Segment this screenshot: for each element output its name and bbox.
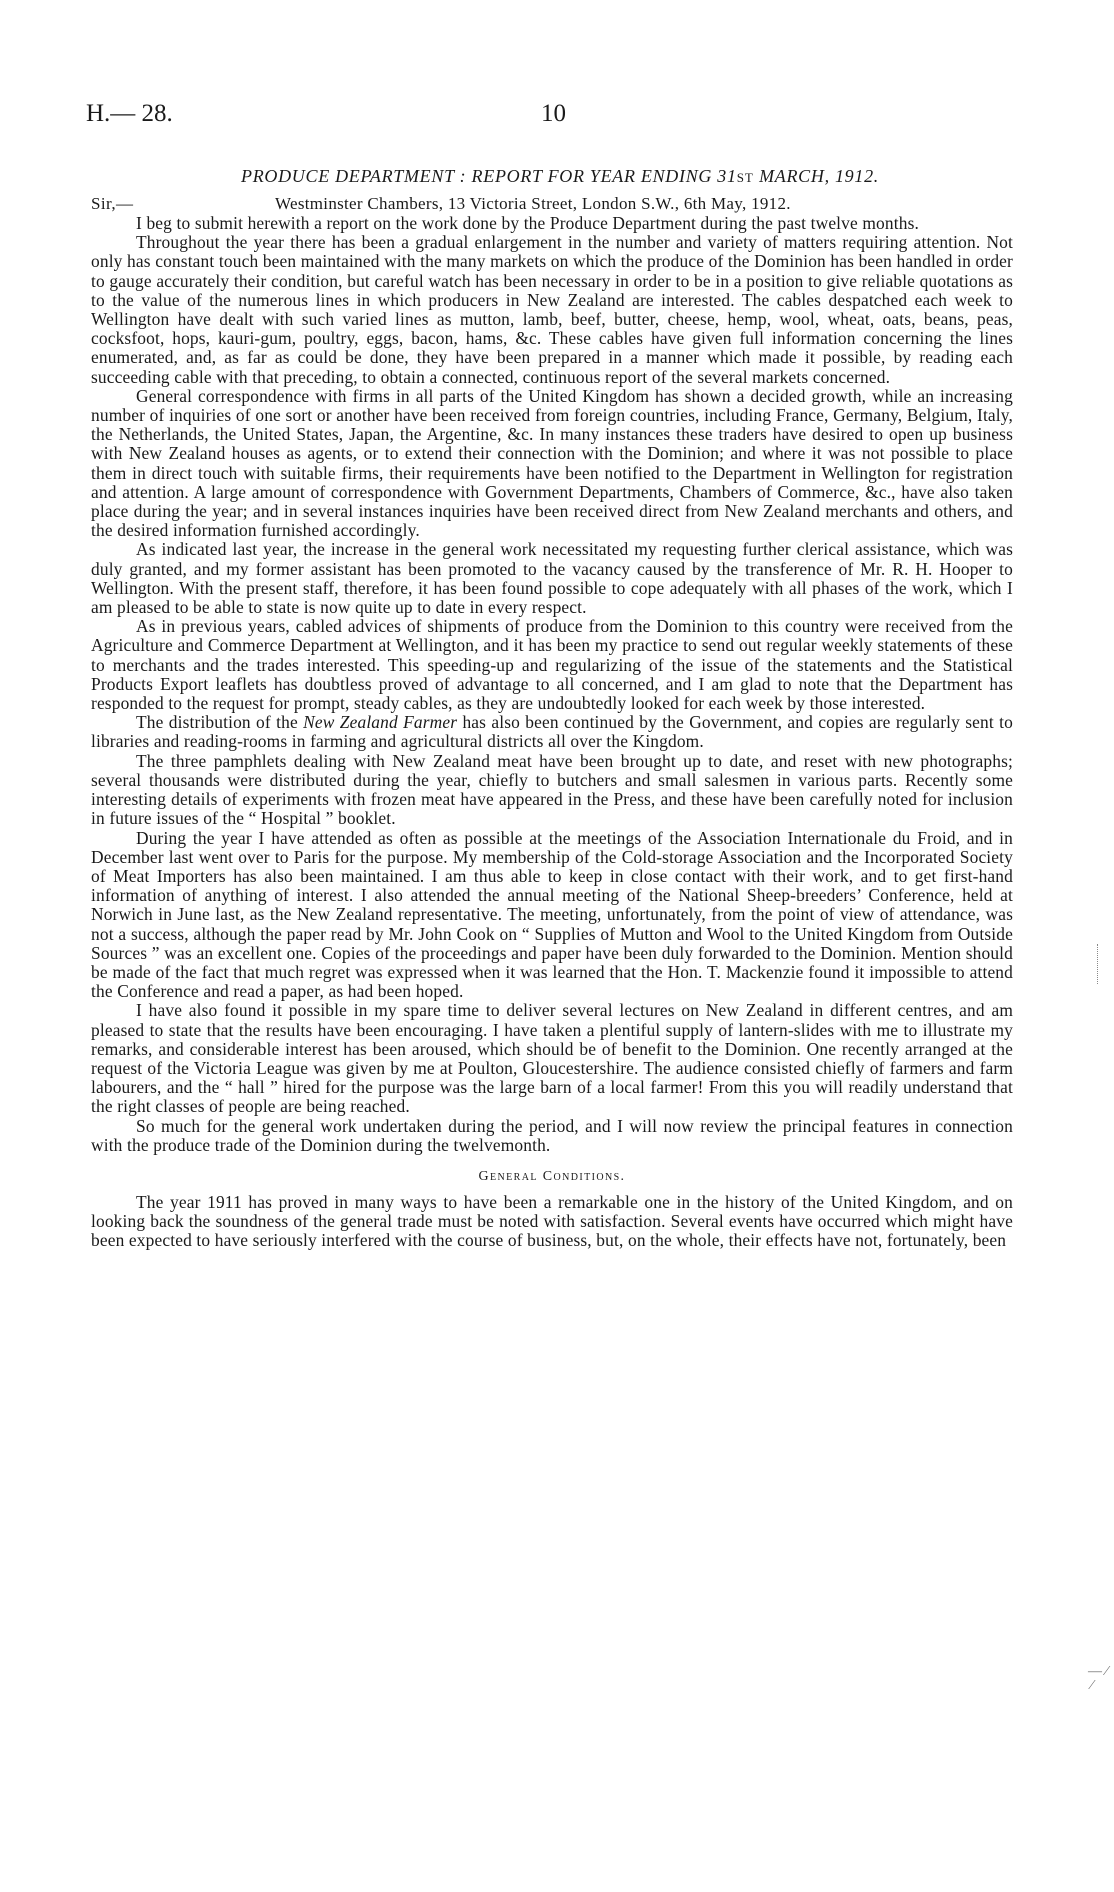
publication-title: New Zealand Farmer [303, 712, 458, 733]
report-title-rest: MARCH, 1912. [753, 166, 879, 186]
paragraph-associations: During the year I have attended as often as possible at the meetings of the Association Internationale du Froid, and in December last went over to Paris for the purpose. My membership of the Cold-storage Association and the Incorporated Society of Meat Importers has also been maintained. I am thus able to keep in close contact with their work, and to get first-hand information of anything of interest. I also attended the annual meeting of the National Sheep-breeders’ Conference, held at Norwich in June last, as the New Zealand representative. The meeting, unfortunately, from the point of view of attendance, was not a success, although the paper read by Mr. John Cook on “ Supplies of Mutton and Wool to the United Kingdom from Outside Sources ” was an excellent one. Copies of the proceedings and paper have been duly forwarded to the Dominion. Mention should be made of the fact that much regret was expressed when it was learned that the Hon. T. Mackenzie found it impossible to attend the Conference and read a paper, as had been hoped. [91, 827, 1013, 1002]
page-number: 10 [541, 100, 566, 127]
salutation: Sir,— [91, 194, 134, 213]
report-title-superscript: ST [736, 170, 754, 185]
paragraph-correspondence: General correspondence with firms in all parts of the United Kingdom has shown a decided growth, while an increasing number of inquiries of one sort or another have been received from foreign countries, including France, Germany, Belgium, Italy, the Netherlands, the United States, Japan, the Argentine, &c. In many instances these traders have desired to open up business with New Zealand houses as agents, or to extend their connection with the Dominion; and where it was not possible to place them in direct touch with suitable firms, their requirements have been notified to the Department in Wellington for registration and attention. A large amount of correspondence with Government Departments, Chambers of Commerce, &c., have also taken place during the year; and in several instances inquiries have been received direct from New Zealand merchants and others, and the desired information furnished accordingly. [91, 385, 1013, 541]
paragraph-general-conditions: The year 1911 has proved in many ways to have been a remarkable one in the history of the United Kingdom, and on looking back the soundness of the general trade must be noted with satisfaction. Several events have occurred which might have been expected to have seriously interfered with the course of business, but, on the whole, their effects have not, fortunately, been [91, 1191, 1013, 1251]
paragraph-pamphlets: The three pamphlets dealing with New Zealand meat have been brought up to date, and reset with new photographs; several thousands were distributed during the year, chiefly to butchers and small salesmen in various parts. Recently some interesting details of experiments with frozen meat have appeared in the Press, and these have been carefully noted for inclusion in future issues of the “ Hospital ” booklet. [91, 750, 1013, 829]
report-body [91, 214, 1013, 1251]
paragraph-intro: I beg to submit herewith a report on the work done by the Produce Department during the past twelve months. [136, 213, 919, 233]
margin-scan-mark [1097, 944, 1101, 984]
margin-scan-scribble: — ⁄ ⁄ [1088, 1664, 1108, 1693]
paragraph-summary: So much for the general work undertaken during the period, and I will now review the principal features in connection with the produce trade of the Dominion during the twelvemonth. [91, 1115, 1013, 1155]
sender-address: Westminster Chambers, 13 Victoria Street, London S.W., 6th May, 1912. [275, 194, 791, 213]
paragraph-lectures: I have also found it possible in my spare time to deliver several lectures on New Zealand in different centres, and am pleased to state that the results have been encouraging. I have taken a plentiful supply of lantern-slides with me to illustrate my remarks, and considerable interest has been aroused, which should be of benefit to the Dominion. One recently arranged at the request of the Victoria League was given by me at Poulton, Gloucestershire. The audience consisted chiefly of farmers and farm labourers, and the “ hall ” hired for the purpose was the large barn of a local farmer! From this you will readily understand that the right classes of people are being reached. [91, 1000, 1013, 1117]
section-heading: General Conditions. [478, 1168, 626, 1184]
paragraph-shipments: As in previous years, cabled advices of shipments of produce from the Dominion to this country were received from the Agriculture and Commerce Department at Wellington, and it has been my practice to send out regular weekly statements of these to merchants and the trades interested. This speeding-up and regularizing of the issue of the statements and the Statistical Products Export leaflets has doubtless proved of advantage to all concerned, and I am glad to note that the Department has responded to the request for prompt, steady cables, as they are undoubtedly looked for each week by those interested. [91, 616, 1013, 714]
paragraph-farmer-distribution: The distribution of the New Zealand Farmer has also been continued by the Government, and copies are regularly sent to libraries and reading-rooms in farming and agricultural districts all over the Kingdom. [91, 712, 1013, 752]
paragraph-staff: As indicated last year, the increase in the general work necessitated my requesting further clerical assistance, which was duly granted, and my former assistant has been promoted to the vacancy caused by the transference of Mr. R. H. Hooper to Wellington. With the present staff, therefore, it has been found possible to cope adequately with all phases of the work, which I am pleased to be able to state is now quite up to date in every respect. [91, 539, 1013, 618]
paragraph-cables: Throughout the year there has been a gradual enlargement in the number and variety of matters requiring attention. Not only has constant touch been maintained with the many markets on which the produce of the Dominion has been handled in order to gauge accurately their condition, but careful watch has been necessary in order to be in a position to give reliable quotations as to the value of the numerous lines in which producers in New Zealand are interested. The cables despatched each week to Wellington have dealt with such varied lines as mutton, lamb, beef, butter, cheese, hemp, wool, wheat, oats, beans, peas, cocksfoot, hops, kauri-gum, poultry, eggs, bacon, hams, &c. These cables have given full information concerning the lines enumerated, and, as far as could be done, they have been prepared in a manner which made it possible, by reading each succeeding cable with that preceding, to obtain a connected, continuous report of the several markets concerned. [91, 232, 1013, 387]
document-reference: H.— 28. [86, 100, 173, 127]
report-title-main: PRODUCE DEPARTMENT : REPORT FOR YEAR ENDING 31 [241, 166, 737, 186]
report-title [90, 166, 1030, 187]
